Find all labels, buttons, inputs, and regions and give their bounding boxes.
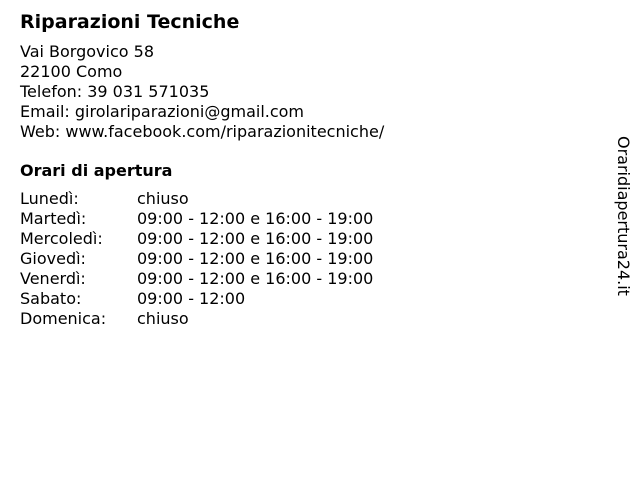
day-hours: 09:00 - 12:00 e 16:00 - 19:00 <box>137 229 374 248</box>
contact-block <box>20 42 600 142</box>
day-label: Sabato: <box>20 289 82 308</box>
web-line: Web: www.facebook.com/riparazionitecniche/ <box>20 122 385 141</box>
email-line: Email: girolariparazioni@gmail.com <box>20 102 305 121</box>
opening-hours-title: Orari di apertura <box>20 161 173 180</box>
hours-row-monday <box>20 189 373 209</box>
day-label: Mercoledì: <box>20 229 103 248</box>
day-hours: 09:00 - 12:00 <box>137 289 246 308</box>
day-label: Lunedì: <box>20 189 79 208</box>
opening-hours-table <box>20 189 373 329</box>
address-city: 22100 Como <box>20 62 123 81</box>
hours-row-tuesday <box>20 209 373 229</box>
hours-row-thursday <box>20 249 373 269</box>
day-hours: 09:00 - 12:00 e 16:00 - 19:00 <box>137 209 374 228</box>
day-label: Domenica: <box>20 309 107 328</box>
day-hours: 09:00 - 12:00 e 16:00 - 19:00 <box>137 249 374 268</box>
hours-row-sunday <box>20 309 373 329</box>
day-hours: chiuso <box>137 189 189 208</box>
hours-row-friday <box>20 269 373 289</box>
day-label: Martedì: <box>20 209 87 228</box>
day-label: Giovedì: <box>20 249 86 268</box>
address-street: Vai Borgovico 58 <box>20 42 154 61</box>
hours-row-saturday <box>20 289 373 309</box>
site-watermark: Oraridiapertura24.it <box>614 136 633 296</box>
day-hours: 09:00 - 12:00 e 16:00 - 19:00 <box>137 269 374 288</box>
business-name: Riparazioni Tecniche <box>20 11 240 33</box>
day-hours: chiuso <box>137 309 189 328</box>
business-card <box>20 10 600 329</box>
day-label: Venerdì: <box>20 269 86 288</box>
phone-line: Telefon: 39 031 571035 <box>20 82 210 101</box>
hours-row-wednesday <box>20 229 373 249</box>
